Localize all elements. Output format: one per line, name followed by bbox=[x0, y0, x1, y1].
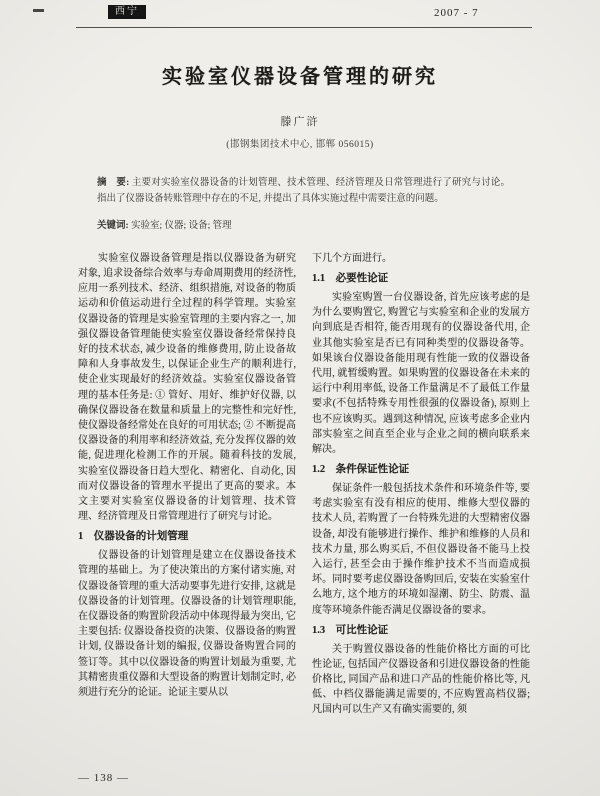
author-affiliation: (邯钢集团技术中心, 邯郸 056015) bbox=[226, 140, 374, 150]
keywords-block bbox=[97, 217, 510, 231]
article-title: 实验室仪器设备管理的研究 bbox=[162, 66, 438, 88]
section-1-1-paragraph: 实验室购置一台仪器设备, 首先应该考虑的是为什么要购置它, 购置它与实验室和企业的发展方向到底是否相符, 能否用现有的仪器设备代用, 企业其他实验室是否已有同种类型的仪器设备等。如果该台仪器设备能用现有性能一致的仪器设备代用, 就暂缓购置。如果购置的仪器设备在未来的运行中利用率低, 设备工作量满足不了最低工作量要求(不包括特殊专用性很强的仪器设备), 原则上也不应该购买。遇到这种情况, 应该考虑多企业内部实验室之间直至企业与企业之间的横向联系来解决。 bbox=[312, 292, 530, 455]
scan-artifact bbox=[33, 9, 44, 12]
section-1-3-paragraph: 关于购置仪器设备的性能价格比方面的可比性论证, 包括国产仪器设备和引进仪器设备的性能价格比, 同国产品和进口产品的性能价格比等, 凡低、中档仪器能满足需要的, 不应购置高档仪器; 凡国内可以生产又有确实需要的, 须 bbox=[312, 643, 530, 716]
journal-section-box: 西宁 bbox=[108, 5, 146, 19]
abstract-label: 摘 要: bbox=[97, 178, 132, 188]
abstract-block bbox=[97, 176, 510, 208]
body-columns bbox=[78, 251, 530, 759]
author-name: 滕广浒 bbox=[280, 116, 320, 128]
section-1-heading: 1 仪器设备的计划管理 bbox=[78, 531, 189, 543]
section-1-3-heading: 1.3 可比性论证 bbox=[312, 624, 389, 636]
page-number: — 138 — bbox=[78, 772, 129, 784]
keywords-label: 关键词: bbox=[97, 220, 132, 231]
page-header bbox=[78, 7, 530, 23]
section-1-2-paragraph: 保证条件一般包括技术条件和环境条件等, 要考虑实验室有没有相应的使用、维修大型仪器的技术人员, 若购置了一台特殊先进的大型精密仪器设备, 却没有能够进行操作、维护和维修的人员和技术力量, 那么购买后, 不但仪器设备不能马上投入运行, 甚至会由于操作维护技术不当而造成损坏。同时要考虑仪器设备购回后, 安装在实验室什么地方, 这个地方的环境如湿潮、防尘、防震、温度等环境条件能否满足仪器设备的要求。 bbox=[312, 483, 530, 616]
left-column bbox=[78, 251, 296, 759]
section-1-2-heading: 1.2 条件保证性论证 bbox=[312, 464, 410, 476]
continuation-paragraph: 下几个方面进行。 bbox=[312, 252, 392, 264]
right-column bbox=[312, 251, 530, 759]
section-1-1-heading: 1.1 必要性论证 bbox=[312, 273, 389, 285]
issue-date: 2007 - 7 bbox=[434, 7, 479, 19]
keywords-text: 实验室; 仪器; 设备; 管理 bbox=[131, 220, 232, 231]
abstract-text: 主要对实验室仪器设备的计划管理、技术管理、经济管理及日常管理进行了研究与讨论。指出了仪器设备转账管理中存在的不足, 并提出了具体实施过程中需要注意的问题。 bbox=[97, 178, 510, 204]
intro-paragraph: 实验室仪器设备管理是指以仪器设备为研究对象, 追求设备综合效率与寿命周期费用的经济性, 应用一系列技术、经济、组织措施, 对设备的物质运动和价值运动进行全过程的科学管理。实验室仪器设备的管理是实验室管理的主要内容之一, 加强仪器设备管理能使实验室仪器设备经常保持良好的技术状态, 减少设备的维修费用, 防止设备故障和人身事故发生, 以保证企业生产的顺利进行, 使企业实现最好的经济效益。实验室仪器设备管理的基本任务是: ① 管好、用好、维护好仪器, 以确保仪器设备在数量和质量上的完整性和完好性, 使仪器设备经常处在良好的可用状态; ② 不断提高仪器设备的利用率和经济效益, 充分发挥仪器的效能, 促进理化检测工作的开展。随着科技的发展, 实验室仪器设备日趋大型化、精密化、自动化, 因而对仪器设备的管理水平提出了更高的要求。本文主要对实验室仪器设备的计划管理、技术管理、经济管理及日常管理进行了研究与讨论。 bbox=[78, 252, 296, 523]
header-rule bbox=[76, 27, 532, 28]
section-1-paragraph: 仪器设备的计划管理是建立在仪器设备技术管理的基础上。为了使决策出的方案付诸实施, 对仪器设备管理的重大活动要事先进行安排, 这就是仪器设备的计划管理。仪器设备的计划管理职能, 在仪器设备的购置阶段活动中体现得最为突出, 它主要包括: 仪器设备投资的决策、仪器设备的购置计划, 仪器设备计划的编报, 仪器设备购置合同的签订等。其中以仪器设备的购置计划最为重要, 尤其精密贵重仪器和大型设备的购置计划制定时, 必须进行充分的论证。论证主要从以 bbox=[78, 550, 296, 698]
